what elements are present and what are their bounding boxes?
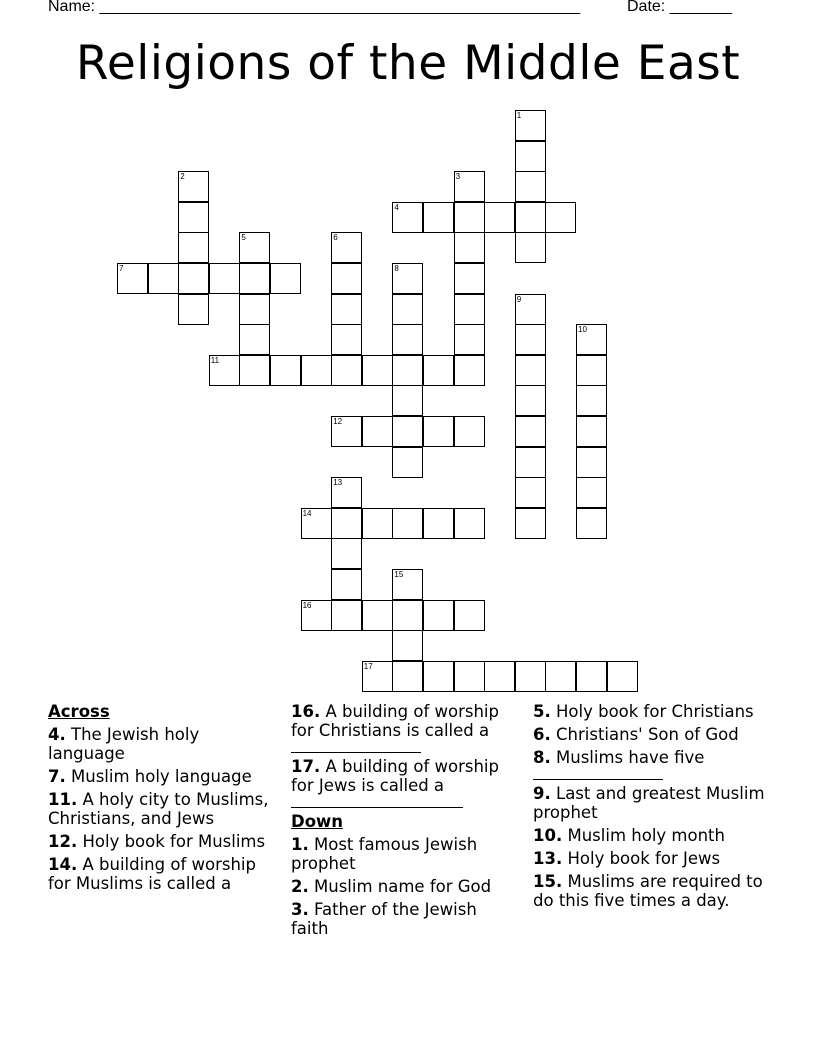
down-clue-6: 6. Christians' Son of God: [533, 725, 739, 744]
answer-blank: [291, 740, 421, 753]
grid-cell[interactable]: [178, 263, 209, 294]
cell-number: 4: [394, 202, 399, 212]
grid-cell[interactable]: [331, 232, 362, 263]
grid-cell[interactable]: [392, 355, 423, 386]
grid-cell[interactable]: [515, 110, 546, 141]
down-clue-1: 1. Most famous Jewish prophet: [291, 835, 478, 873]
grid-cell[interactable]: [515, 232, 546, 263]
grid-cell[interactable]: [515, 324, 546, 355]
grid-cell[interactable]: [454, 661, 485, 692]
grid-cell[interactable]: [576, 477, 607, 508]
grid-cell[interactable]: [515, 202, 546, 233]
grid-cell[interactable]: [392, 630, 423, 661]
grid-cell[interactable]: [515, 141, 546, 172]
across-clue-16: 16. A building of worship for Christians is called a: [291, 702, 516, 753]
down-clue-9: 9. Last and greatest Muslim prophet: [533, 784, 765, 822]
grid-cell[interactable]: [454, 232, 485, 263]
grid-cell[interactable]: [576, 661, 607, 692]
grid-cell[interactable]: [515, 355, 546, 386]
grid-cell[interactable]: [331, 355, 362, 386]
across-clue-17: 17. A building of worship for Jews is called a: [291, 757, 516, 808]
across-heading: Across: [48, 702, 110, 721]
grid-cell[interactable]: [392, 661, 423, 692]
down-clue-5: 5. Holy book for Christians: [533, 702, 754, 721]
grid-cell[interactable]: [454, 202, 485, 233]
name-field[interactable]: Name: ______________________________________________________: [48, 0, 581, 15]
down-clue-3: 3. Father of the Jewish faith: [291, 900, 477, 938]
clues-column-2: [291, 702, 516, 942]
grid-cell[interactable]: [484, 202, 515, 233]
grid-cell[interactable]: [117, 263, 148, 294]
across-clue-14: 14. A building of worship for Muslims is called a: [48, 855, 256, 893]
cell-number: 14: [302, 508, 312, 518]
grid-cell[interactable]: [392, 385, 423, 416]
cell-number: 1: [516, 111, 522, 120]
grid-cell[interactable]: [484, 661, 515, 692]
cell-number: 12: [333, 417, 343, 426]
grid-cell[interactable]: [515, 171, 546, 202]
grid-cell[interactable]: [392, 569, 423, 600]
grid-cell[interactable]: [423, 355, 454, 386]
grid-cell[interactable]: [331, 324, 362, 355]
grid-cell[interactable]: [454, 294, 485, 325]
across-clue-11: 11. A holy city to Muslims, Christians, and Jews: [48, 790, 269, 828]
grid-cell[interactable]: [178, 202, 209, 233]
grid-cell[interactable]: [239, 294, 270, 325]
grid-cell[interactable]: [331, 508, 362, 539]
grid-cell[interactable]: [392, 600, 423, 631]
grid-cell[interactable]: [239, 355, 270, 386]
down-clue-15: 15. Muslims are required to do this five times a day.: [533, 872, 763, 910]
grid-cell[interactable]: [392, 416, 423, 447]
grid-cell[interactable]: [392, 294, 423, 325]
cell-number: 3: [455, 172, 461, 182]
cell-number: 5: [241, 233, 246, 243]
across-clue-7: 7. Muslim holy language: [48, 767, 252, 786]
grid-cell[interactable]: [331, 600, 362, 631]
grid-cell[interactable]: [270, 355, 301, 386]
grid-cell[interactable]: [454, 263, 485, 294]
across-clue-12: 12. Holy book for Muslims: [48, 832, 266, 851]
cell-number: 17: [363, 661, 373, 671]
cell-number: 7: [119, 264, 124, 273]
grid-cell[interactable]: [576, 385, 607, 416]
grid-cell[interactable]: [331, 477, 362, 508]
down-clue-2: 2. Muslim name for God: [291, 877, 492, 896]
cell-number: 8: [394, 264, 399, 273]
grid-cell[interactable]: [239, 324, 270, 355]
grid-cell[interactable]: [392, 324, 423, 355]
grid-cell[interactable]: [515, 447, 546, 478]
grid-cell[interactable]: [301, 508, 332, 539]
grid-cell[interactable]: [362, 661, 393, 692]
grid-cell[interactable]: [362, 508, 393, 539]
grid-cell[interactable]: [392, 447, 423, 478]
down-clue-8: 8. Muslims have five: [533, 748, 783, 780]
grid-cell[interactable]: [576, 324, 607, 355]
grid-cell[interactable]: [423, 508, 454, 539]
page-title: Religions of the Middle East: [75, 36, 741, 91]
grid-cell[interactable]: [454, 416, 485, 447]
grid-cell[interactable]: [392, 263, 423, 294]
grid-cell[interactable]: [515, 477, 546, 508]
grid-cell[interactable]: [454, 355, 485, 386]
grid-cell[interactable]: [423, 600, 454, 631]
cell-number: 13: [333, 478, 343, 488]
grid-cell[interactable]: [331, 263, 362, 294]
grid-cell[interactable]: [362, 600, 393, 631]
down-clue-10: 10. Muslim holy month: [533, 826, 725, 845]
grid-cell[interactable]: [239, 232, 270, 263]
grid-cell[interactable]: [178, 294, 209, 325]
grid-cell[interactable]: [576, 355, 607, 386]
cell-number: 15: [394, 570, 404, 579]
grid-cell[interactable]: [545, 661, 576, 692]
grid-cell[interactable]: [301, 600, 332, 631]
cell-number: 16: [302, 600, 312, 610]
grid-cell[interactable]: [454, 171, 485, 202]
grid-cell[interactable]: [362, 416, 393, 447]
grid-cell[interactable]: [331, 294, 362, 325]
grid-cell[interactable]: [454, 600, 485, 631]
cell-number: 6: [333, 233, 338, 243]
grid-cell[interactable]: [178, 171, 209, 202]
grid-cell[interactable]: [515, 661, 546, 692]
cell-number: 2: [180, 172, 185, 182]
grid-cell[interactable]: [148, 263, 179, 294]
grid-cell[interactable]: [423, 416, 454, 447]
grid-cell[interactable]: [423, 202, 454, 233]
grid-cell[interactable]: [545, 202, 576, 233]
grid-cell[interactable]: [392, 202, 423, 233]
grid-cell[interactable]: [331, 569, 362, 600]
grid-cell[interactable]: [515, 416, 546, 447]
grid-cell[interactable]: [607, 661, 638, 692]
down-clue-13: 13. Holy book for Jews: [533, 849, 721, 868]
grid-cell[interactable]: [270, 263, 301, 294]
grid-cell[interactable]: [515, 385, 546, 416]
date-field[interactable]: Date: _______: [627, 0, 732, 15]
grid-cell[interactable]: [239, 263, 270, 294]
cell-number: 11: [210, 355, 220, 365]
grid-cell[interactable]: [576, 416, 607, 447]
grid-cell[interactable]: [454, 508, 485, 539]
grid-cell[interactable]: [515, 294, 546, 325]
clues-column-1: [48, 702, 273, 897]
grid-cell[interactable]: [423, 661, 454, 692]
cell-number: 9: [516, 294, 522, 304]
down-heading: Down: [291, 812, 344, 831]
grid-cell[interactable]: [209, 355, 240, 386]
grid-cell[interactable]: [301, 355, 332, 386]
across-clue-4: 4. The Jewish holy language: [48, 725, 200, 763]
answer-blank: [533, 767, 663, 780]
cell-number: 10: [578, 325, 587, 335]
grid-cell[interactable]: [209, 263, 240, 294]
grid-cell[interactable]: [331, 538, 362, 569]
grid-cell[interactable]: [515, 508, 546, 539]
grid-cell[interactable]: [454, 324, 485, 355]
clues-column-3: [533, 702, 783, 914]
answer-blank: [291, 795, 463, 808]
grid-cell[interactable]: [362, 355, 393, 386]
grid-cell[interactable]: [392, 508, 423, 539]
grid-cell[interactable]: [576, 508, 607, 539]
grid-cell[interactable]: [576, 447, 607, 478]
grid-cell[interactable]: [331, 416, 362, 447]
grid-cell[interactable]: [178, 232, 209, 263]
